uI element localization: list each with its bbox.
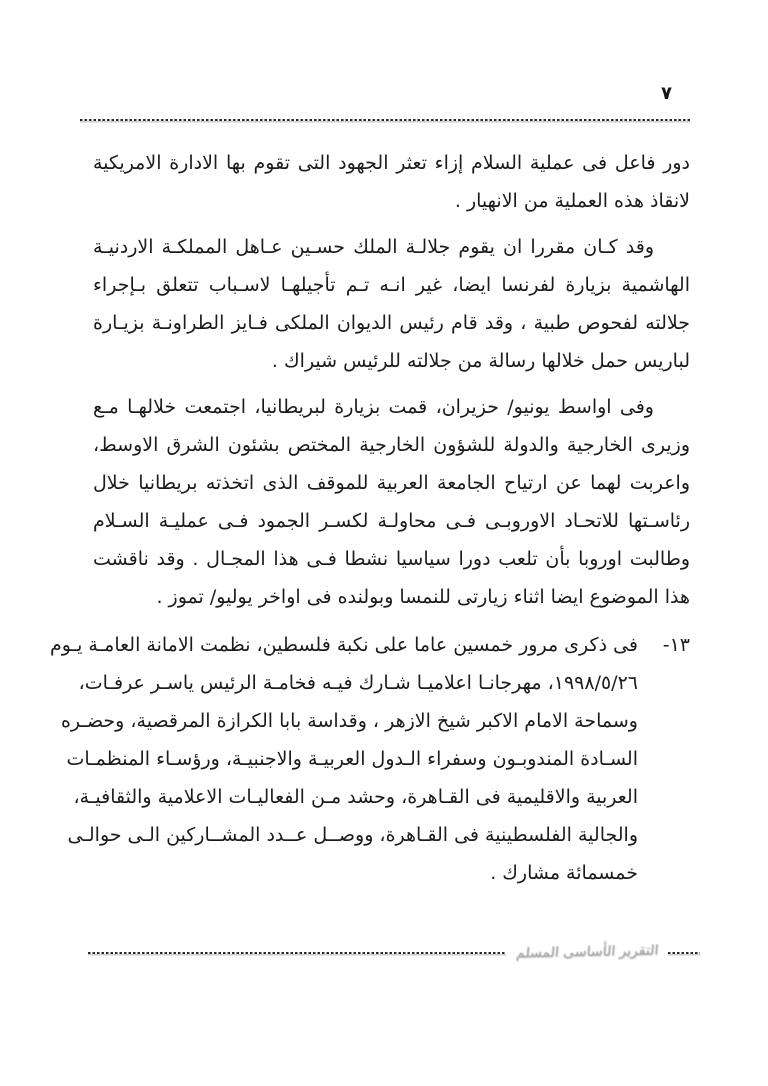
item-text-block [49,626,638,892]
item-number: ١٣- [662,634,690,656]
text-line: خمسمائة مشارك . [490,862,638,884]
text-line: الهاشمية بزيارة لفرنسا ايضا، غير انـه تـم تأجيلهـا لاسـباب تتعلق بـإجراء [93,274,690,296]
text-line: جلالته لفحوص طبية ، وقد قام رئيس الديوان الملكى فـايز الطراونـة بزيـارة [93,312,690,334]
page-footer [88,944,700,960]
text-line: وطالبت اوروبا بأن تلعب دورا سياسيا نشطا فـى هذا المجـال . وقد ناقشت [93,548,690,570]
text-line: لباريس حمل خلالها رسالة من جلالته للرئيس شيراك . [271,350,690,372]
page-content [49,144,690,892]
numbered-item-13 [49,626,690,892]
text-line: رئاسـتها للاتحـاد الاوروبـى فـى محاولـة لكسـر الجمود فـى عمليـة السـلام [93,510,690,532]
text-line: وزيرى الخارجية والدولة للشؤون الخارجية المختص بشئون الشرق الاوسط، [93,434,690,456]
text-line: لانقاذ هذه العملية من الانهيار . [454,190,690,212]
text-line: وفى اواسط يونيو/ حزيران، قمت بزيارة لبريطانيا، اجتمعت خلالهـا مـع [93,396,654,418]
paragraph-1 [93,144,690,220]
text-line: وسماحة الامام الاكبر شيخ الازهر ، وقداسة بابا الكرازة المرقصية، وحضـره [60,710,638,732]
text-line: فى ذكرى مرور خمسين عاما على نكبة فلسطين، نظمت الامانة العامـة يـوم [49,634,638,656]
text-line: ١٩٩٨/٥/٢٦، مهرجانـا اعلاميـا شـارك فيـه فخامـة الرئيس ياسـر عرفـات، [78,672,638,694]
text-line: دور فاعل فى عملية السلام إزاء تعثر الجهود التى تقوم بها الادارة الامريكية [93,152,690,174]
text-line: العربية والاقليمية فى القـاهرة، وحشد مـن الفعاليـات الاعلامية والثقافيـة، [73,786,638,808]
footer-dash-segment [668,951,700,954]
text-line: السـادة المندوبـون وسفراء الـدول العربيـة والاجنبيـة، ورؤسـاء المنظمـات [66,748,638,770]
paragraph-3 [93,388,690,616]
text-line: واعربت لهما عن ارتياح الجامعة العربية للموقف الذى اتخذته بريطانيا خلال [93,472,690,494]
text-line: والجالية الفلسطينية فى القـاهرة، ووصــل عــدد المشــاركين الـى حوالـى [67,824,638,846]
text-line: هذا الموضوع ايضا اثناء زيارتى للنمسا وبولنده فى اواخر يوليو/ تموز . [156,586,690,608]
footer-stamp-text: التقرير الأساسى المسلم [515,942,659,962]
page-number: ٧ [661,83,672,104]
text-line: وقد كـان مقررا ان يقوم جلالـة الملك حسـين عـاهل المملكـة الاردنيـة [93,236,654,258]
paragraph-2 [93,228,690,380]
header-rule [80,118,690,121]
footer-rule [88,951,506,954]
